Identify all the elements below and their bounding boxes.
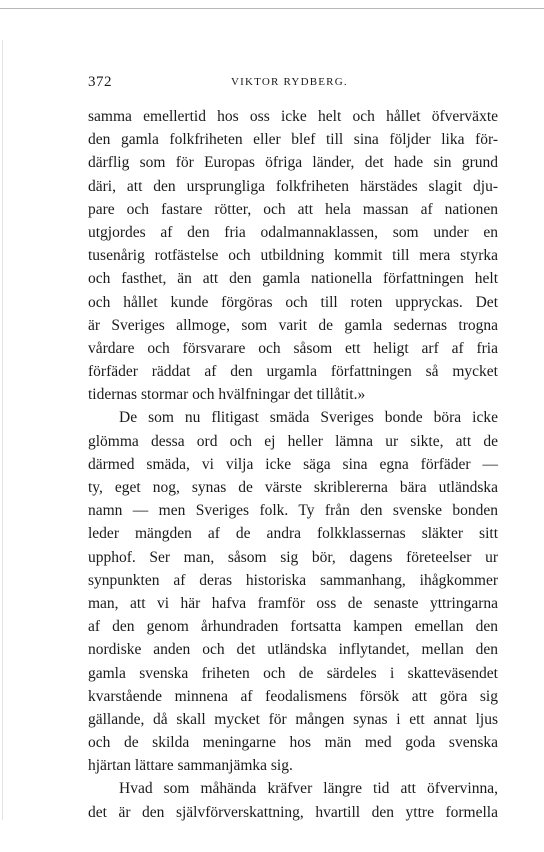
page-edge-shadow xyxy=(2,40,3,820)
text-line: af den genom århundraden fortsatta kampen emellan den xyxy=(88,618,498,636)
text-line: tusenårig rotfästelse och utbildning kommit till mera styrka xyxy=(88,247,498,265)
text-line: därflig som för Europas öfriga länder, det hade sin grund xyxy=(88,154,498,172)
text-line: tidernas stormar och hvälfningar det tillåtit.» xyxy=(88,386,366,404)
text-line: kvarstående minnena af feodalismens försök att göra sig xyxy=(88,687,498,705)
text-line: därmed smäda, vi vilja icke säga sina egna förfäder — xyxy=(88,455,498,473)
page-number: 372 xyxy=(88,74,112,90)
text-line: namn — men Sveriges folk. Ty från den svenske bonden xyxy=(88,502,498,520)
text-line: Hvad som måhända kräfver längre tid att öfvervinna, xyxy=(119,780,498,798)
text-line: vårdare och försvarare och såsom ett heligt arf af fria xyxy=(88,339,498,357)
text-line: och de skilda meningarne hos män med goda svenska xyxy=(88,734,498,752)
text-line: är Sveriges allmoge, som varit de gamla sedernas trogna xyxy=(88,316,498,334)
text-line: upphof. Ser man, såsom sig bör, dagens företeelser ur xyxy=(88,548,498,566)
text-line: samma emellertid hos oss icke helt och hållet öfverväxte xyxy=(88,108,498,125)
text-line: leder mängden af de andra folkklassernas släkter sitt xyxy=(88,525,498,543)
text-line: utgjordes af den fria odalmannaklassen, som under en xyxy=(88,223,498,241)
body-text xyxy=(88,105,498,824)
text-line: glömma dessa ord och ej heller lämna ur sikte, att de xyxy=(88,432,498,450)
text-line: nordiske anden och det utländska inflytandet, mellan den xyxy=(88,641,498,659)
text-line: förfäder räddat af den urgamla författningen så mycket xyxy=(88,363,498,381)
text-line: det är den självförverskattning, hvartill den yttre formella xyxy=(88,803,498,821)
text-line: man, att vi här hafva framför oss de senaste yttringarna xyxy=(88,594,498,612)
text-line: hjärtan lättare sammanjämka sig. xyxy=(88,757,293,775)
text-line: den gamla folkfriheten eller blef till sina följder lika för- xyxy=(88,131,498,149)
text-line: synpunkten af deras historiska sammanhang, ihågkommer xyxy=(88,571,498,589)
text-line: däri, att den ursprungliga folkfriheten härstädes slagit dju- xyxy=(88,177,498,195)
text-line: gällande, då skall mycket för mången synas i ett annat ljus xyxy=(88,710,498,728)
running-head: VIKTOR RYDBERG. xyxy=(231,76,348,88)
text-line: ty, eget nog, synas de värste skriblererna bära utländska xyxy=(88,479,498,496)
text-line: pare och fastare rötter, och att hela massan af nationen xyxy=(88,200,498,218)
text-line: De som nu flitigast smäda Sveriges bonde böra icke xyxy=(119,409,498,427)
text-line: och fasthet, än att den gamla nationella författningen helt xyxy=(88,270,498,288)
text-line: och hållet kunde förgöras och till roten uppryckas. Det xyxy=(88,293,498,311)
page-header xyxy=(88,74,498,94)
text-line: gamla svenska friheten och de särdeles i skatteväsendet xyxy=(88,664,498,682)
top-border-rule xyxy=(0,8,544,9)
